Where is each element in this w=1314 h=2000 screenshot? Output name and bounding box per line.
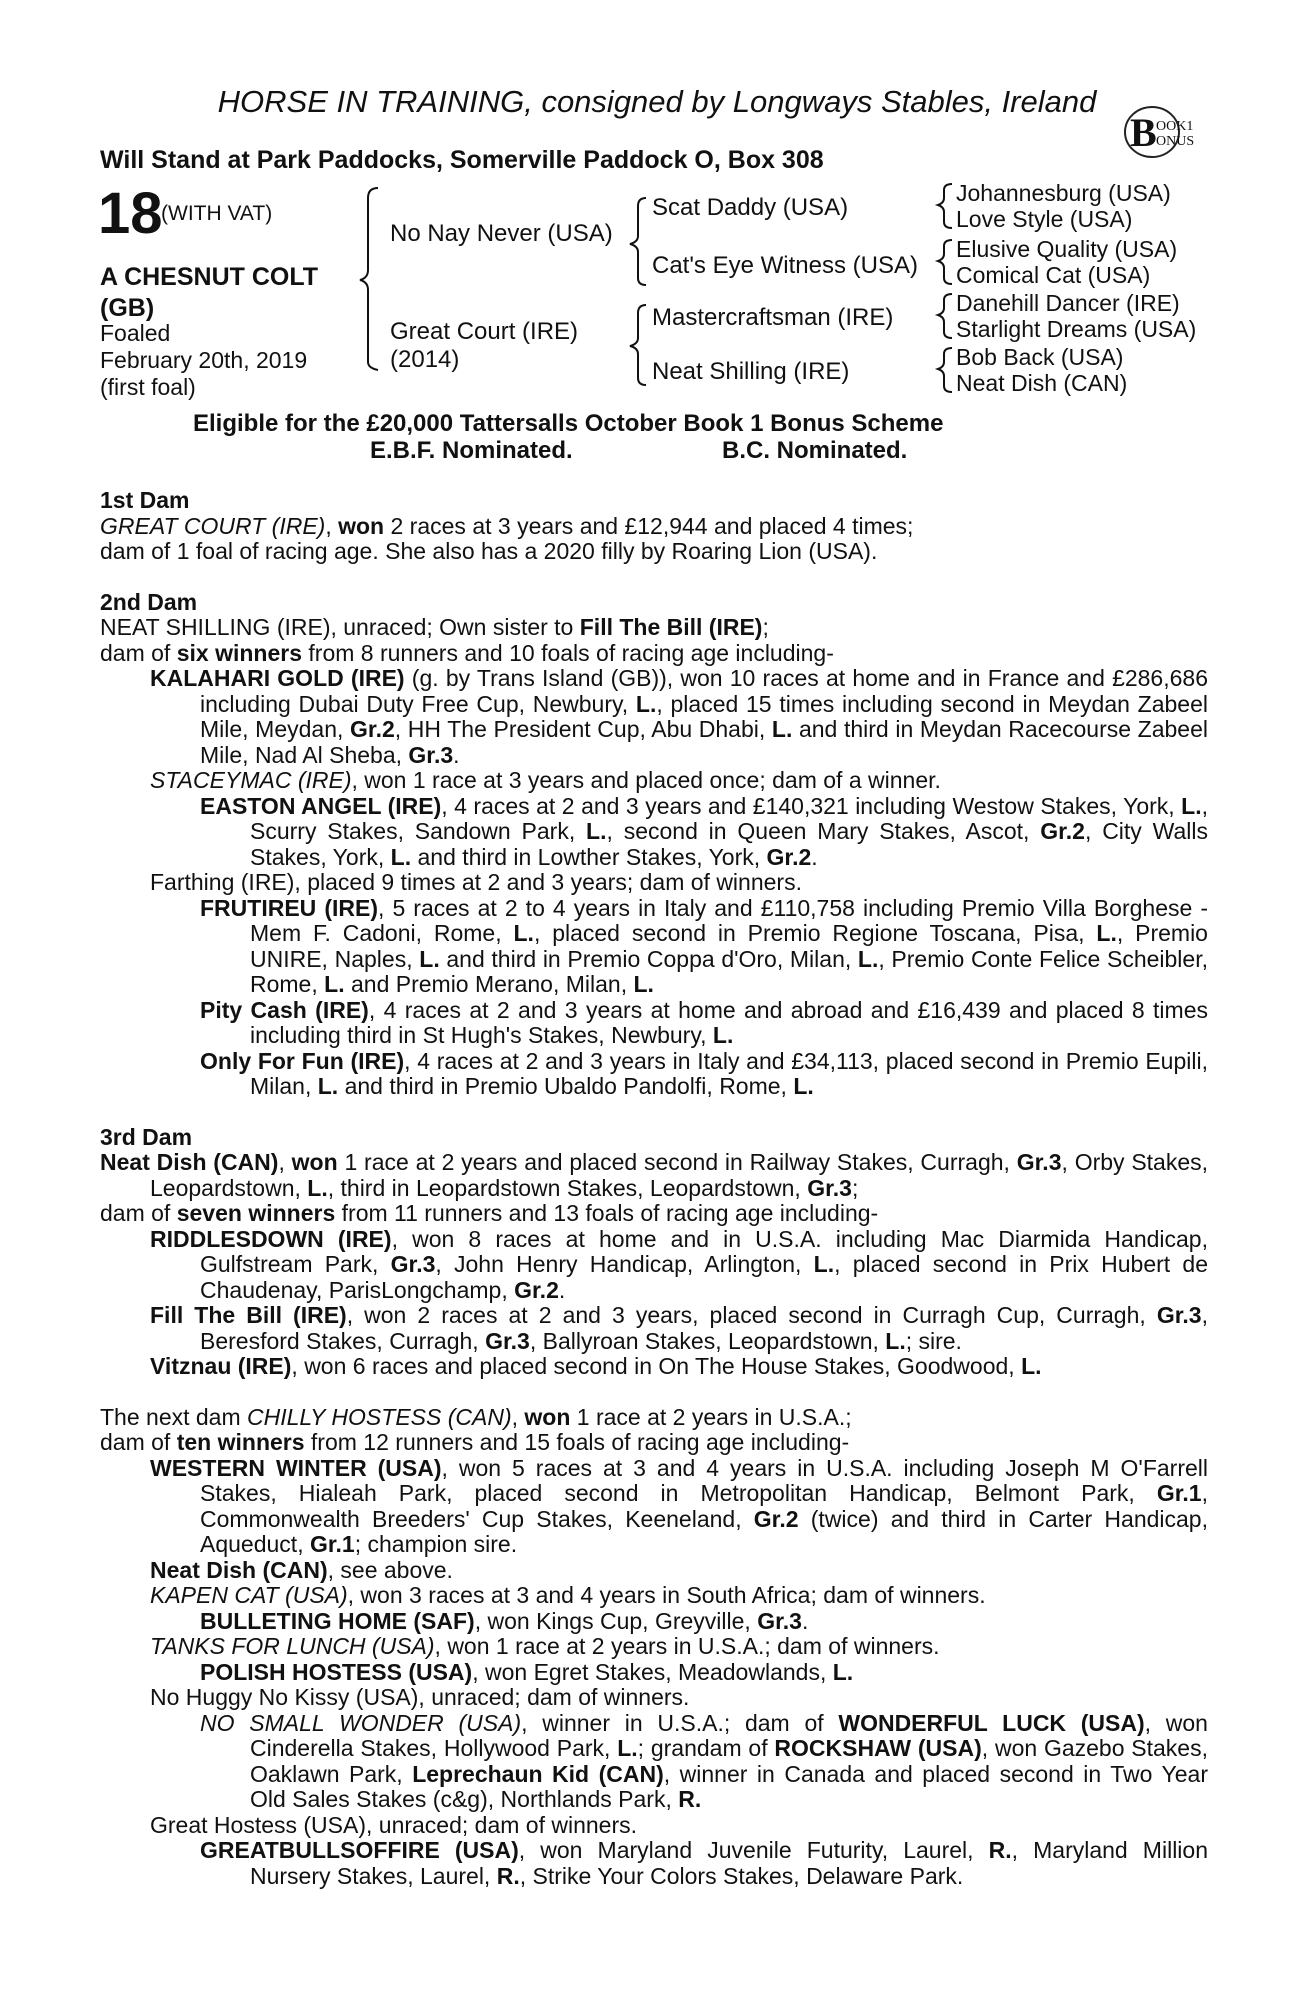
produce-polish-hostess: POLISH HOSTESS (USA), won Egret Stakes, Meadowlands, L. bbox=[200, 1658, 854, 1685]
pedigree-sire: No Nay Never (USA) bbox=[390, 220, 613, 247]
produce-fill-the-bill: Fill The Bill (IRE), won 2 races at 2 and 3 years, placed second in Curragh Cup, Curragh, Gr.3, Beresford Stakes, Curragh, Gr.3, Ballyroan Stakes, Leopardstown, L.; sire. bbox=[150, 1302, 1208, 1354]
pedigree-ggd-2: Comical Cat (USA) bbox=[956, 262, 1151, 288]
third-dam-heading: 3rd Dam bbox=[100, 1123, 193, 1150]
produce-western-winter: WESTERN WINTER (USA), won 5 races at 3 and 4 years in U.S.A. including Joseph M O'Farrell Stakes, Hialeah Park, placed second in Metropolitan Handicap, Belmont Park, Gr.1, Commonwealth Breeders' Cup Stakes, Keeneland, Gr.2 (twice) and third in Carter Handicap, Aqueduct, Gr.1; champion sire. bbox=[150, 1454, 1208, 1557]
svg-text:ONUS: ONUS bbox=[1156, 134, 1195, 149]
second-dam-produce: dam of six winners from 8 runners and 10 foals of racing age including- bbox=[100, 639, 834, 666]
produce-no-huggy-no-kissy: No Huggy No Kissy (USA), unraced; dam of winners. bbox=[150, 1684, 690, 1710]
produce-pity-cash: Pity Cash (IRE), 4 races at 2 and 3 years at home and abroad and £16,439 and placed 8 times including third in St Hugh's Stakes, Newbury, L. bbox=[200, 996, 1208, 1048]
pedigree-ggs-4: Bob Back (USA) bbox=[956, 344, 1124, 370]
pedigree-ggd-4: Neat Dish (CAN) bbox=[956, 370, 1128, 396]
foaled-date: February 20th, 2019 bbox=[100, 347, 308, 373]
produce-frutireu: FRUTIREU (IRE), 5 races at 2 to 4 years in Italy and £110,758 including Premio Villa Borghese - Mem F. Cadoni, Rome, L., placed second in Premio Regione Toscana, Pisa, L., Premio UNIRE, Naples, L. and third in Premio Coppa d'Oro, Milan, L., Premio Conte Felice Scheibler, Rome, L. and Premio Merano, Milan, L. bbox=[200, 894, 1208, 997]
produce-riddlesdown: RIDDLESDOWN (IRE), won 8 races at home and in U.S.A. including Mac Diarmida Handicap, Gulfstream Park, Gr.3, John Henry Handicap, Arlington, L., placed second in Prix Hubert de Chaudenay, ParisLongchamp, Gr.2. bbox=[150, 1225, 1208, 1303]
next-dam-produce: dam of ten winners from 12 runners and 15 foals of racing age including- bbox=[100, 1429, 850, 1455]
pedigree-dam-year: (2014) bbox=[390, 346, 460, 373]
horse-name-line: A CHESNUT COLT bbox=[100, 263, 319, 291]
catalogue-body bbox=[100, 488, 1208, 1889]
produce-easton-angel: EASTON ANGEL (IRE), 4 races at 2 and 3 years and £140,321 including Westow Stakes, York, L., Scurry Stakes, Sandown Park, L., second in Queen Mary Stakes, Ascot, Gr.2, City Walls Stakes, York, L. and third in Lowther Stakes, York, Gr.2. bbox=[200, 792, 1208, 870]
third-dam-produce: dam of seven winners from 11 runners and 13 foals of racing age including- bbox=[100, 1200, 879, 1226]
pedigree-dam-dam: Neat Shilling (IRE) bbox=[652, 358, 850, 385]
pedigree-ggd-3: Starlight Dreams (USA) bbox=[956, 316, 1197, 342]
pedigree-sire-sire: Scat Daddy (USA) bbox=[652, 194, 849, 221]
produce-greatbullsoffire: GREATBULLSOFFIRE (USA), won Maryland Juvenile Futurity, Laurel, R., Maryland Million Nursery Stakes, Laurel, R., Strike Your Colors Stakes, Delaware Park. bbox=[200, 1837, 1208, 1889]
produce-farthing: Farthing (IRE), placed 9 times at 2 and 3 years; dam of winners. bbox=[150, 869, 802, 895]
produce-no-small-wonder: NO SMALL WONDER (USA), winner in U.S.A.; dam of WONDERFUL LUCK (USA), won Cinderella Stakes, Hollywood Park, L.; grandam of ROCKSHAW (USA), won Gazebo Stakes, Oaklawn Park, Leprechaun Kid (CAN), winner in Canada and placed second in Two Year Old Sales Stakes (c&g), Northlands Park, R. bbox=[200, 1709, 1208, 1812]
pedigree-ggs-3: Danehill Dancer (IRE) bbox=[956, 290, 1180, 316]
svg-text:OOK1: OOK1 bbox=[1156, 119, 1194, 134]
produce-tanks-for-lunch: TANKS FOR LUNCH (USA), won 1 race at 2 years in U.S.A.; dam of winners. bbox=[150, 1633, 940, 1659]
third-dam-line: Neat Dish (CAN), won 1 race at 2 years and placed second in Railway Stakes, Curragh, Gr.3, Orby Stakes, Leopardstown, L., third in Leopardstown Stakes, Leopardstown, Gr.3; bbox=[100, 1149, 1209, 1201]
produce-staceymac: STACEYMAC (IRE), won 1 race at 3 years and placed once; dam of a winner. bbox=[150, 767, 941, 793]
pedigree-dam-sire: Mastercraftsman (IRE) bbox=[652, 304, 894, 331]
produce-kalahari-gold: KALAHARI GOLD (IRE) (g. by Trans Island (GB)), won 10 races at home and in France and £286,686 including Dubai Duty Free Cup, Newbury, L., placed 15 times including second in Meydan Zabeel Mile, Meydan, Gr.2, HH The President Cup, Abu Dhabi, L. and third in Meydan Racecourse Zabeel Mile, Nad Al Sheba, Gr.3. bbox=[150, 665, 1208, 768]
catalogue-header: HORSE IN TRAINING, consigned by Longways Stables, Ireland bbox=[217, 84, 1097, 119]
produce-vitznau: Vitznau (IRE), won 6 races and placed second in On The House Stakes, Goodwood, L. bbox=[150, 1353, 1042, 1379]
pedigree-sire-dam: Cat's Eye Witness (USA) bbox=[652, 252, 918, 279]
lot-number: 18 bbox=[98, 181, 163, 246]
produce-neat-dish: Neat Dish (CAN), see above. bbox=[150, 1556, 453, 1583]
pedigree-ggd-1: Love Style (USA) bbox=[956, 206, 1133, 232]
produce-only-for-fun: Only For Fun (IRE), 4 races at 2 and 3 years in Italy and £34,113, placed second in Premio Eupili, Milan, L. and third in Premio Ubaldo Pandolfi, Rome, L. bbox=[200, 1047, 1208, 1099]
next-dam-line: The next dam CHILLY HOSTESS (CAN), won 1 race at 2 years in U.S.A.; bbox=[100, 1403, 852, 1430]
produce-kapen-cat: KAPEN CAT (USA), won 3 races at 3 and 4 years in South Africa; dam of winners. bbox=[150, 1582, 986, 1608]
ebf-note: E.B.F. Nominated. bbox=[370, 437, 573, 464]
horse-country: (GB) bbox=[100, 294, 155, 322]
bonus-scheme-note: Eligible for the £20,000 Tattersalls October Book 1 Bonus Scheme bbox=[193, 410, 944, 437]
vat-note: (WITH VAT) bbox=[161, 202, 273, 225]
foaled-label: Foaled bbox=[100, 320, 171, 346]
first-dam-produce: dam of 1 foal of racing age. She also has a 2020 filly by Roaring Lion (USA). bbox=[100, 538, 878, 564]
first-dam-line: GREAT COURT (IRE), won 2 races at 3 years and £12,944 and placed 4 times; bbox=[100, 512, 914, 539]
foal-note: (first foal) bbox=[100, 374, 196, 400]
stand-location: Will Stand at Park Paddocks, Somerville Paddock O, Box 308 bbox=[100, 146, 824, 174]
produce-bulleting-home: BULLETING HOME (SAF), won Kings Cup, Greyville, Gr.3. bbox=[200, 1607, 809, 1634]
produce-great-hostess: Great Hostess (USA), unraced; dam of winners. bbox=[150, 1811, 638, 1838]
pedigree-ggs-2: Elusive Quality (USA) bbox=[956, 236, 1178, 262]
second-dam-heading: 2nd Dam bbox=[100, 588, 198, 615]
pedigree-dam: Great Court (IRE) bbox=[390, 318, 579, 345]
bc-note: B.C. Nominated. bbox=[722, 437, 908, 464]
second-dam-line: NEAT SHILLING (IRE), unraced; Own sister to Fill The Bill (IRE); bbox=[100, 614, 769, 640]
svg-text:B: B bbox=[1130, 110, 1157, 155]
pedigree-ggs-1: Johannesburg (USA) bbox=[956, 180, 1171, 206]
first-dam-heading: 1st Dam bbox=[100, 487, 190, 513]
